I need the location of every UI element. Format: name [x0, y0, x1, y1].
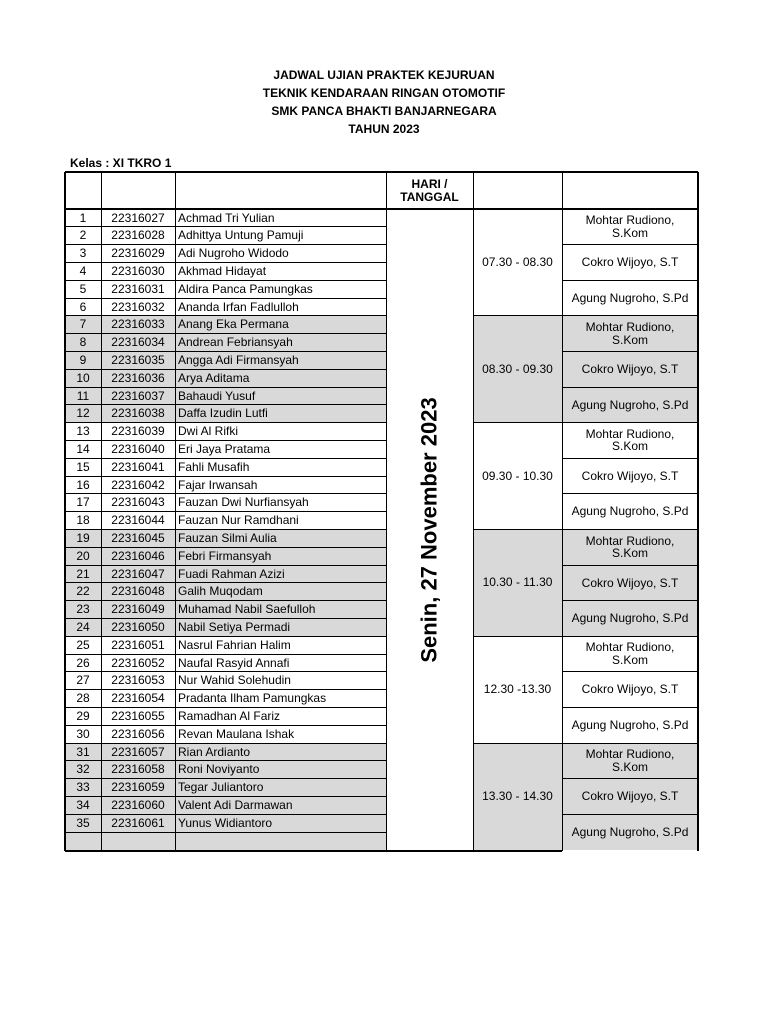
grid-line — [562, 600, 698, 601]
session-examiner: Cokro Wijoyo, S.T — [581, 468, 679, 483]
row-student-name: Galih Muqodam — [178, 584, 263, 599]
row-nis: 22316041 — [111, 459, 165, 474]
column-header-day-line1: HARI / — [411, 176, 448, 191]
session-examiner: Agung Nugroho, S.Pd — [571, 290, 689, 305]
row-nis: 22316036 — [111, 370, 165, 385]
row-student-name: Dwi Al Rifki — [178, 424, 239, 439]
row-student-name: Nabil Setiya Permadi — [178, 619, 291, 634]
grid-line — [562, 671, 698, 672]
grid-line — [65, 636, 386, 637]
row-student-name: Achmad Tri Yulian — [178, 210, 275, 225]
row-nis: 22316034 — [111, 335, 165, 350]
grid-line — [562, 280, 698, 281]
grid-line — [65, 529, 386, 530]
row-no: 22 — [76, 584, 90, 599]
row-no: 25 — [76, 637, 90, 652]
column-header-no — [65, 172, 101, 209]
row-student-name: Eri Jaya Pratama — [178, 441, 271, 456]
header-title: JADWAL UJIAN PRAKTEK KEJURUAN — [273, 68, 495, 82]
grid-line — [562, 707, 698, 708]
row-no: 29 — [76, 708, 90, 723]
grid-line — [65, 654, 386, 655]
row-no: 3 — [79, 246, 87, 261]
session-time: 12.30 -13.30 — [483, 682, 552, 697]
grid-line — [65, 476, 386, 477]
session-examiner: Agung Nugroho, S.Pd — [571, 504, 689, 519]
row-nis: 22316030 — [111, 263, 165, 278]
grid-line — [65, 760, 386, 761]
row-no: 23 — [76, 602, 90, 617]
grid-line — [562, 244, 698, 245]
grid-line — [562, 778, 698, 779]
row-nis: 22316061 — [111, 815, 165, 830]
grid-line — [65, 582, 386, 583]
row-student-name: Yunus Widiantoro — [178, 815, 273, 830]
row-nis: 22316037 — [111, 388, 165, 403]
row-no: 2 — [79, 228, 87, 243]
row-student-name: Naufal Rasyid Annafi — [178, 655, 290, 670]
grid-line — [473, 529, 698, 530]
grid-line — [65, 333, 386, 334]
row-nis: 22316047 — [111, 566, 165, 581]
row-nis: 22316058 — [111, 762, 165, 777]
grid-line — [65, 298, 386, 299]
header-program: TEKNIK KENDARAAN RINGAN OTOMOTIF — [262, 86, 506, 100]
grid-line — [65, 351, 386, 352]
schedule-table — [65, 172, 698, 851]
row-nis: 22316040 — [111, 441, 165, 456]
grid-line — [65, 689, 386, 690]
row-no: 31 — [76, 744, 90, 759]
grid-line — [65, 707, 386, 708]
grid-line — [65, 440, 386, 441]
grid-line — [697, 209, 699, 850]
row-no: 12 — [76, 406, 90, 421]
row-nis: 22316048 — [111, 584, 165, 599]
row-no: 34 — [76, 797, 90, 812]
grid-line — [65, 796, 386, 797]
grid-line — [473, 743, 698, 744]
grid-line — [65, 618, 386, 619]
grid-line — [65, 511, 386, 512]
grid-line — [65, 404, 386, 405]
row-no: 15 — [76, 459, 90, 474]
grid-line — [65, 547, 386, 548]
row-student-name: Ramadhan Al Fariz — [178, 708, 281, 723]
row-no: 6 — [79, 299, 87, 314]
row-nis: 22316056 — [111, 726, 165, 741]
grid-line — [562, 387, 698, 388]
row-student-name: Muhamad Nabil Saefulloh — [178, 602, 316, 617]
session-time: 08.30 - 09.30 — [482, 361, 553, 376]
row-student-name: Fauzan Dwi Nurfiansyah — [178, 495, 309, 510]
exam-date-cell — [386, 209, 473, 850]
row-nis: 22316028 — [111, 228, 165, 243]
grid-line — [65, 565, 386, 566]
row-nis: 22316049 — [111, 602, 165, 617]
document-header — [0, 66, 768, 138]
grid-line — [65, 208, 698, 210]
row-no: 10 — [76, 370, 90, 385]
grid-line — [562, 565, 698, 566]
row-nis: 22316057 — [111, 744, 165, 759]
grid-line — [65, 493, 386, 494]
row-nis: 22316060 — [111, 797, 165, 812]
row-no: 18 — [76, 513, 90, 528]
grid-line — [65, 850, 562, 852]
row-no: 27 — [76, 673, 90, 688]
row-student-name: Angga Adi Firmansyah — [178, 352, 299, 367]
session-examiner: Agung Nugroho, S.Pd — [571, 717, 689, 732]
exam-date: Senin, 27 November 2023 — [416, 396, 442, 663]
row-no: 11 — [76, 388, 90, 403]
grid-line — [65, 244, 386, 245]
session-examiner: Mohtar Rudiono, S.Kom — [585, 533, 675, 561]
grid-line — [65, 369, 386, 370]
row-no: 14 — [76, 441, 90, 456]
row-student-name: Fauzan Silmi Aulia — [178, 530, 277, 545]
session-examiner: Cokro Wijoyo, S.T — [581, 575, 679, 590]
row-nis: 22316044 — [111, 513, 165, 528]
row-student-name: Pradanta Ilham Pamungkas — [178, 691, 327, 706]
row-no: 33 — [76, 780, 90, 795]
row-nis: 22316027 — [111, 210, 165, 225]
grid-line — [65, 600, 386, 601]
grid-line — [64, 172, 66, 851]
row-nis: 22316042 — [111, 477, 165, 492]
row-no: 5 — [79, 281, 87, 296]
row-nis: 22316054 — [111, 691, 165, 706]
session-examiner: Mohtar Rudiono, S.Kom — [585, 426, 675, 454]
session-examiner: Cokro Wijoyo, S.T — [581, 361, 679, 376]
session-examiner: Cokro Wijoyo, S.T — [581, 255, 679, 270]
row-student-name: Fahli Musafih — [178, 459, 250, 474]
grid-line — [65, 315, 386, 316]
grid-line — [65, 387, 386, 388]
grid-line — [473, 422, 698, 423]
header-year: TAHUN 2023 — [348, 122, 420, 136]
row-nis: 22316050 — [111, 619, 165, 634]
grid-line — [562, 172, 563, 851]
row-student-name: Ananda Irfan Fadlulloh — [178, 299, 299, 314]
row-student-name: Nur Wahid Solehudin — [178, 673, 291, 688]
grid-line — [65, 262, 386, 263]
session-examiner: Cokro Wijoyo, S.T — [581, 682, 679, 697]
row-student-name: Aldira Panca Pamungkas — [178, 281, 313, 296]
row-nis: 22316059 — [111, 780, 165, 795]
row-no: 21 — [76, 566, 90, 581]
session-time: 07.30 - 08.30 — [482, 255, 553, 270]
grid-line — [65, 671, 386, 672]
row-nis: 22316033 — [111, 317, 165, 332]
session-examiner: Agung Nugroho, S.Pd — [571, 824, 689, 839]
column-header-time — [473, 172, 562, 209]
row-nis: 22316038 — [111, 406, 165, 421]
row-student-name: Fauzan Nur Ramdhani — [178, 513, 299, 528]
grid-line — [562, 351, 698, 352]
column-header-examiner — [562, 172, 698, 209]
row-student-name: Rian Ardianto — [178, 744, 251, 759]
row-no: 17 — [76, 495, 90, 510]
session-examiner: Mohtar Rudiono, S.Kom — [585, 320, 675, 347]
grid-line — [65, 458, 386, 459]
row-nis: 22316052 — [111, 655, 165, 670]
column-header-day — [386, 172, 473, 209]
row-no: 1 — [79, 210, 87, 225]
row-nis: 22316043 — [111, 495, 165, 510]
row-student-name: Bahaudi Yusuf — [178, 388, 256, 403]
row-no: 32 — [76, 762, 90, 777]
row-student-name: Anang Eka Permana — [178, 317, 289, 332]
row-no: 13 — [76, 424, 90, 439]
grid-line — [65, 171, 698, 173]
row-student-name: Valent Adi Darmawan — [178, 797, 293, 812]
row-no: 20 — [76, 548, 90, 563]
session-time: 09.30 - 10.30 — [482, 468, 553, 483]
grid-line — [473, 636, 698, 637]
session-examiner: Cokro Wijoyo, S.T — [581, 789, 679, 804]
row-nis: 22316035 — [111, 352, 165, 367]
header-school: SMK PANCA BHAKTI BANJARNEGARA — [271, 104, 497, 118]
session-examiner: Agung Nugroho, S.Pd — [571, 611, 689, 626]
row-nis: 22316053 — [111, 673, 165, 688]
grid-line — [65, 814, 386, 815]
row-no: 8 — [79, 335, 87, 350]
row-nis: 22316032 — [111, 299, 165, 314]
session-examiner: Agung Nugroho, S.Pd — [571, 397, 689, 412]
grid-line — [101, 172, 102, 851]
row-student-name: Revan Maulana Ishak — [178, 726, 295, 741]
grid-line — [562, 493, 698, 494]
row-no: 30 — [76, 726, 90, 741]
row-no: 28 — [76, 691, 90, 706]
row-student-name: Akhmad Hidayat — [178, 263, 267, 278]
grid-line — [562, 458, 698, 459]
row-student-name: Febri Firmansyah — [178, 548, 272, 563]
session-examiner: Mohtar Rudiono, S.Kom — [585, 640, 675, 667]
row-nis: 22316031 — [111, 281, 165, 296]
row-no: 4 — [79, 263, 87, 278]
session-time: 10.30 - 11.30 — [482, 575, 553, 590]
row-student-name: Roni Noviyanto — [178, 762, 260, 777]
row-student-name: Fuadi Rahman Azizi — [178, 566, 285, 581]
grid-line — [65, 226, 386, 227]
grid-line — [65, 422, 386, 423]
session-time: 13.30 - 14.30 — [482, 789, 553, 804]
grid-line — [65, 280, 386, 281]
row-student-name: Adi Nugroho Widodo — [178, 246, 289, 261]
session-examiner: Mohtar Rudiono, S.Kom — [585, 213, 675, 240]
row-no: 19 — [76, 530, 90, 545]
grid-line — [65, 725, 386, 726]
empty-row-shade — [65, 832, 386, 851]
grid-line — [65, 743, 386, 744]
row-student-name: Arya Aditama — [178, 370, 250, 385]
column-header-nis — [101, 172, 175, 209]
row-no: 9 — [79, 352, 87, 367]
row-nis: 22316045 — [111, 530, 165, 545]
grid-line — [65, 832, 386, 833]
row-nis: 22316051 — [111, 637, 165, 652]
row-no: 35 — [76, 815, 90, 830]
row-student-name: Fajar Irwansah — [178, 477, 258, 492]
row-student-name: Tegar Juliantoro — [178, 780, 264, 795]
class-label: Kelas : XI TKRO 1 — [70, 156, 172, 170]
grid-line — [562, 814, 698, 815]
row-no: 24 — [76, 619, 90, 634]
row-nis: 22316039 — [111, 424, 165, 439]
column-header-day-line2: TANGGAL — [400, 189, 459, 204]
row-nis: 22316055 — [111, 708, 165, 723]
row-student-name: Andrean Febriansyah — [178, 335, 293, 350]
grid-line — [175, 172, 176, 851]
row-nis: 22316046 — [111, 548, 165, 563]
row-student-name: Daffa Izudin Lutfi — [178, 406, 268, 421]
row-nis: 22316029 — [111, 246, 165, 261]
row-no: 26 — [76, 655, 90, 670]
grid-line — [473, 315, 698, 316]
grid-line — [65, 778, 386, 779]
row-student-name: Nasrul Fahrian Halim — [178, 637, 291, 652]
row-no: 16 — [76, 477, 90, 492]
row-no: 7 — [79, 317, 87, 332]
session-examiner: Mohtar Rudiono, S.Kom — [585, 747, 675, 774]
column-header-name — [175, 172, 386, 209]
row-student-name: Adhittya Untung Pamuji — [178, 228, 304, 243]
